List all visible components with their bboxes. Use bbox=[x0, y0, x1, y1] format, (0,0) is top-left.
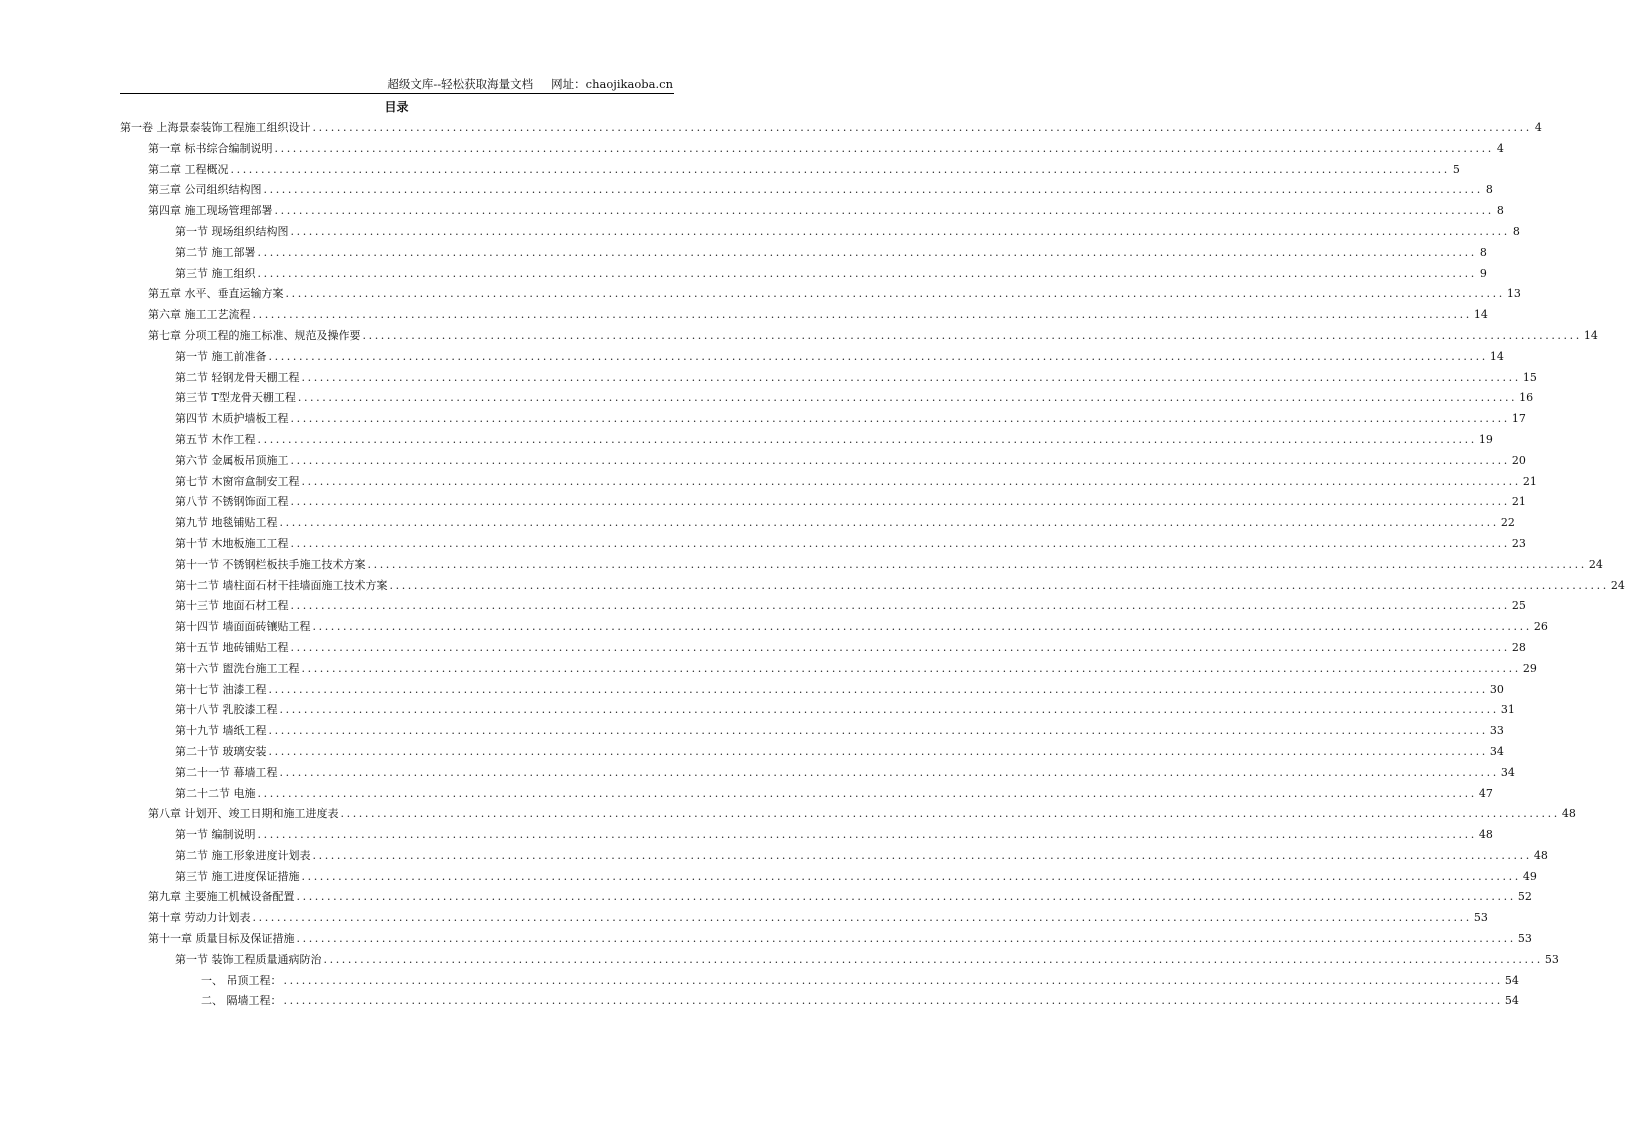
toc-entry-label: 第十四节 墙面面砖镶贴工程 bbox=[175, 620, 311, 634]
toc-leader-dots: ........................................................................................................................................................................................................ bbox=[290, 224, 1510, 238]
toc-entry-page: 30 bbox=[1489, 682, 1504, 696]
toc-entry[interactable] bbox=[120, 721, 1504, 742]
toc-leader-dots: ........................................................................................................................................................................................................ bbox=[323, 952, 1543, 966]
toc-leader-dots: ........................................................................................................................................................................................................ bbox=[230, 162, 1450, 176]
toc-entry[interactable] bbox=[120, 264, 1487, 285]
toc-entry-page: 9 bbox=[1479, 266, 1487, 280]
toc-leader-dots: ........................................................................................................................................................................................................ bbox=[263, 183, 1483, 197]
toc-entry-page: 22 bbox=[1500, 516, 1515, 530]
toc-entry-label: 第十九节 墙纸工程 bbox=[175, 724, 267, 738]
toc-leader-dots: ........................................................................................................................................................................................................ bbox=[290, 412, 1510, 426]
toc-leader-dots: ........................................................................................................................................................................................................ bbox=[290, 640, 1510, 654]
toc-entry[interactable] bbox=[120, 201, 1504, 222]
toc-entry[interactable] bbox=[120, 763, 1515, 784]
toc-leader-dots: ........................................................................................................................................................................................................ bbox=[279, 516, 1499, 530]
toc-entry-label: 二、 隔墙工程： bbox=[201, 994, 282, 1008]
toc-leader-dots: ........................................................................................................................................................................................................ bbox=[268, 349, 1488, 363]
toc-leader-dots: ........................................................................................................................................................................................................ bbox=[301, 370, 1521, 384]
toc-entry-label: 第一节 装饰工程质量通病防治 bbox=[175, 952, 322, 966]
toc-entry[interactable] bbox=[120, 700, 1515, 721]
header-url[interactable]: 网址：chaojikaoba.cn bbox=[551, 77, 673, 91]
toc-leader-dots: ........................................................................................................................................................................................................ bbox=[252, 911, 1472, 925]
toc-entry-page: 31 bbox=[1500, 703, 1515, 717]
toc-entry-label: 第十二节 墙柱面石材干挂墙面施工技术方案 bbox=[175, 578, 388, 592]
toc-entry[interactable] bbox=[120, 950, 1559, 971]
toc-entry-label: 第一章 标书综合编制说明 bbox=[148, 141, 273, 155]
toc-entry[interactable] bbox=[120, 617, 1548, 638]
toc-entry-page: 26 bbox=[1533, 620, 1548, 634]
toc-leader-dots: ........................................................................................................................................................................................................ bbox=[268, 682, 1488, 696]
toc-entry[interactable] bbox=[120, 347, 1504, 368]
toc-leader-dots: ........................................................................................................................................................................................................ bbox=[257, 266, 1477, 280]
toc-entry-label: 第十八节 乳胶漆工程 bbox=[175, 703, 278, 717]
toc-entry-page: 48 bbox=[1561, 807, 1576, 821]
toc-entry-label: 第三节 T型龙骨天棚工程 bbox=[175, 391, 296, 405]
toc-entry[interactable] bbox=[120, 222, 1520, 243]
toc-entry-page: 29 bbox=[1522, 661, 1537, 675]
toc-entry-page: 52 bbox=[1517, 890, 1532, 904]
toc-entry-page: 33 bbox=[1489, 724, 1504, 738]
toc-entry[interactable] bbox=[120, 825, 1493, 846]
toc-entry-page: 5 bbox=[1452, 162, 1460, 176]
toc-leader-dots: ........................................................................................................................................................................................................ bbox=[290, 599, 1510, 613]
toc-entry-label: 第二节 施工形象进度计划表 bbox=[175, 848, 311, 862]
toc-entry[interactable] bbox=[120, 430, 1493, 451]
toc-entry[interactable] bbox=[120, 887, 1532, 908]
toc-entry-label: 第三节 施工进度保证措施 bbox=[175, 869, 300, 883]
toc-entry-label: 第一卷 上海景泰装饰工程施工组织设计 bbox=[120, 121, 311, 134]
toc-leader-dots: ........................................................................................................................................................................................................ bbox=[312, 620, 1532, 634]
toc-leader-dots: ........................................................................................................................................................................................................ bbox=[312, 121, 1532, 134]
header-site-name: 超级文库--轻松获取海量文档 bbox=[387, 77, 534, 91]
toc-leader-dots: ........................................................................................................................................................................................................ bbox=[340, 807, 1560, 821]
toc-leader-dots: ........................................................................................................................................................................................................ bbox=[257, 828, 1477, 842]
toc-entry[interactable] bbox=[120, 576, 1625, 597]
toc-entry[interactable] bbox=[120, 596, 1526, 617]
toc-entry-label: 第三章 公司组织结构图 bbox=[148, 183, 262, 197]
toc-entry-page: 49 bbox=[1522, 869, 1537, 883]
toc-leader-dots: ........................................................................................................................................................................................................ bbox=[301, 661, 1521, 675]
toc-entry-page: 16 bbox=[1519, 391, 1534, 405]
toc-entry-page: 25 bbox=[1511, 599, 1526, 613]
toc-entry[interactable] bbox=[120, 180, 1493, 201]
toc-entry-label: 第二十二节 电施 bbox=[175, 786, 256, 800]
toc-entry[interactable] bbox=[120, 908, 1488, 929]
toc-leader-dots: ........................................................................................................................................................................................................ bbox=[268, 724, 1488, 738]
toc-entry[interactable] bbox=[120, 472, 1537, 493]
toc-entry-label: 第八节 不锈钢饰面工程 bbox=[175, 495, 289, 509]
toc-entry-label: 第三节 施工组织 bbox=[175, 266, 256, 280]
toc-leader-dots: ........................................................................................................................................................................................................ bbox=[290, 536, 1510, 550]
header-divider bbox=[120, 93, 674, 94]
toc-entry[interactable] bbox=[120, 326, 1598, 347]
toc-entry-label: 第十一节 不锈钢栏板扶手施工技术方案 bbox=[175, 557, 366, 571]
toc-entry[interactable] bbox=[120, 243, 1487, 264]
toc-entry[interactable] bbox=[120, 451, 1526, 472]
toc-leader-dots: ........................................................................................................................................................................................................ bbox=[389, 578, 1609, 592]
toc-leader-dots: ........................................................................................................................................................................................................ bbox=[290, 495, 1510, 509]
toc-entry-page: 34 bbox=[1489, 744, 1504, 758]
toc-leader-dots: ........................................................................................................................................................................................................ bbox=[257, 245, 1477, 259]
toc-entry[interactable] bbox=[120, 305, 1488, 326]
toc-entry-page: 53 bbox=[1473, 911, 1488, 925]
toc-entry[interactable] bbox=[120, 555, 1603, 576]
toc-entry-page: 54 bbox=[1504, 973, 1519, 987]
toc-entry[interactable] bbox=[120, 534, 1526, 555]
toc-leader-dots: ........................................................................................................................................................................................................ bbox=[283, 973, 1503, 987]
toc-entry[interactable] bbox=[120, 160, 1460, 181]
toc-entry[interactable] bbox=[120, 867, 1537, 888]
toc-entry-page: 48 bbox=[1533, 848, 1548, 862]
toc-entry[interactable] bbox=[120, 409, 1526, 430]
toc-entry-page: 13 bbox=[1506, 287, 1521, 301]
toc-entry-page: 8 bbox=[1485, 183, 1493, 197]
toc-leader-dots: ........................................................................................................................................................................................................ bbox=[257, 786, 1477, 800]
toc-entry[interactable] bbox=[120, 804, 1576, 825]
toc-leader-dots: ........................................................................................................................................................................................................ bbox=[296, 932, 1516, 946]
toc-entry-page: 14 bbox=[1473, 308, 1488, 322]
toc-title: 目录 bbox=[384, 100, 409, 114]
toc-leader-dots: ........................................................................................................................................................................................................ bbox=[296, 890, 1516, 904]
toc-entry-page: 20 bbox=[1511, 453, 1526, 467]
toc-entry[interactable] bbox=[120, 742, 1504, 763]
toc-entry-page: 14 bbox=[1583, 328, 1598, 342]
toc-entry-page: 24 bbox=[1588, 557, 1603, 571]
toc-entry-label: 第二十节 玻璃安装 bbox=[175, 744, 267, 758]
toc-entry-label: 第九节 地毯铺贴工程 bbox=[175, 516, 278, 530]
page-header bbox=[120, 76, 673, 92]
toc-entry-page: 4 bbox=[1534, 121, 1542, 134]
toc-entry-page: 23 bbox=[1511, 536, 1526, 550]
toc-leader-dots: ........................................................................................................................................................................................................ bbox=[257, 432, 1477, 446]
toc-entry-label: 第二节 施工部署 bbox=[175, 245, 256, 259]
toc-entry[interactable] bbox=[120, 638, 1526, 659]
toc-entry-label: 第十五节 地砖铺贴工程 bbox=[175, 640, 289, 654]
toc-leader-dots: ........................................................................................................................................................................................................ bbox=[274, 204, 1494, 218]
toc-entry[interactable] bbox=[120, 991, 1519, 1012]
toc-leader-dots: ........................................................................................................................................................................................................ bbox=[279, 703, 1499, 717]
toc-entry-page: 53 bbox=[1544, 952, 1559, 966]
toc-entry-page: 8 bbox=[1496, 204, 1504, 218]
toc-entry[interactable] bbox=[120, 971, 1519, 992]
toc-entry-label: 第一节 施工前准备 bbox=[175, 349, 267, 363]
toc-leader-dots: ........................................................................................................................................................................................................ bbox=[268, 744, 1488, 758]
toc-leader-dots: ........................................................................................................................................................................................................ bbox=[285, 287, 1505, 301]
toc-leader-dots: ........................................................................................................................................................................................................ bbox=[367, 557, 1587, 571]
toc-entry-page: 34 bbox=[1500, 765, 1515, 779]
toc-entry[interactable] bbox=[120, 139, 1504, 160]
toc-entry-label: 第十三节 地面石材工程 bbox=[175, 599, 289, 613]
toc-entry[interactable] bbox=[120, 659, 1537, 680]
toc-entry[interactable] bbox=[120, 368, 1537, 389]
toc-entry-label: 第十节 木地板施工工程 bbox=[175, 536, 289, 550]
toc-entry-page: 28 bbox=[1511, 640, 1526, 654]
toc-entry[interactable] bbox=[120, 784, 1493, 805]
toc-leader-dots: ........................................................................................................................................................................................................ bbox=[274, 141, 1494, 155]
toc-entry-label: 第七章 分项工程的施工标准、规范及操作要 bbox=[148, 328, 361, 342]
toc-entry[interactable] bbox=[120, 846, 1548, 867]
toc-entry-page: 15 bbox=[1522, 370, 1537, 384]
toc-entry-page: 21 bbox=[1511, 495, 1526, 509]
toc-leader-dots: ........................................................................................................................................................................................................ bbox=[362, 328, 1582, 342]
toc-entry[interactable] bbox=[120, 492, 1526, 513]
toc-entry-label: 第四章 施工现场管理部署 bbox=[148, 204, 273, 218]
toc-entry[interactable] bbox=[120, 118, 1542, 139]
toc-leader-dots: ........................................................................................................................................................................................................ bbox=[297, 391, 1518, 405]
toc-entry-page: 8 bbox=[1512, 224, 1520, 238]
toc-entry[interactable] bbox=[120, 284, 1521, 305]
toc-leader-dots: ........................................................................................................................................................................................................ bbox=[301, 474, 1521, 488]
toc-entry-page: 4 bbox=[1496, 141, 1504, 155]
toc-entry-page: 48 bbox=[1478, 828, 1493, 842]
toc-entry[interactable] bbox=[120, 388, 1534, 409]
toc-entry-page: 21 bbox=[1522, 474, 1537, 488]
toc-entry-label: 第九章 主要施工机械设备配置 bbox=[148, 890, 295, 904]
toc-leader-dots: ........................................................................................................................................................................................................ bbox=[312, 848, 1532, 862]
toc-entry[interactable] bbox=[120, 929, 1532, 950]
toc-entry-label: 第二节 轻钢龙骨天棚工程 bbox=[175, 370, 300, 384]
toc-entry-label: 一、 吊顶工程： bbox=[201, 973, 282, 987]
toc-entry-page: 54 bbox=[1504, 994, 1519, 1008]
toc-leader-dots: ........................................................................................................................................................................................................ bbox=[301, 869, 1521, 883]
toc-entry-label: 第六节 金属板吊顶施工 bbox=[175, 453, 289, 467]
toc-entry-label: 第二十一节 幕墙工程 bbox=[175, 765, 278, 779]
toc-entry-label: 第十六节 盥洗台施工工程 bbox=[175, 661, 300, 675]
toc-entry-label: 第十七节 油漆工程 bbox=[175, 682, 267, 696]
toc-entry-label: 第七节 木窗帘盒制安工程 bbox=[175, 474, 300, 488]
toc-entry-label: 第一节 编制说明 bbox=[175, 828, 256, 842]
toc-entry-label: 第十章 劳动力计划表 bbox=[148, 911, 251, 925]
table-of-contents bbox=[120, 118, 1625, 1012]
toc-entry[interactable] bbox=[120, 513, 1515, 534]
toc-entry-page: 53 bbox=[1517, 932, 1532, 946]
toc-leader-dots: ........................................................................................................................................................................................................ bbox=[290, 453, 1510, 467]
toc-entry-page: 8 bbox=[1479, 245, 1487, 259]
toc-leader-dots: ........................................................................................................................................................................................................ bbox=[252, 308, 1472, 322]
toc-leader-dots: ........................................................................................................................................................................................................ bbox=[279, 765, 1499, 779]
toc-leader-dots: ........................................................................................................................................................................................................ bbox=[283, 994, 1503, 1008]
toc-entry-label: 第五节 木作工程 bbox=[175, 432, 256, 446]
toc-entry-page: 24 bbox=[1610, 578, 1625, 592]
toc-entry-label: 第五章 水平、垂直运输方案 bbox=[148, 287, 284, 301]
toc-entry-label: 第十一章 质量目标及保证措施 bbox=[148, 932, 295, 946]
toc-entry-label: 第一节 现场组织结构图 bbox=[175, 224, 289, 238]
toc-entry-page: 19 bbox=[1478, 432, 1493, 446]
toc-entry-page: 14 bbox=[1489, 349, 1504, 363]
toc-entry-page: 47 bbox=[1478, 786, 1493, 800]
toc-entry-page: 17 bbox=[1511, 412, 1526, 426]
toc-entry-label: 第八章 计划开、竣工日期和施工进度表 bbox=[148, 807, 339, 821]
toc-entry-label: 第六章 施工工艺流程 bbox=[148, 308, 251, 322]
toc-entry-label: 第四节 木质护墙板工程 bbox=[175, 412, 289, 426]
toc-entry-label: 第二章 工程概况 bbox=[148, 162, 229, 176]
toc-entry[interactable] bbox=[120, 680, 1504, 701]
